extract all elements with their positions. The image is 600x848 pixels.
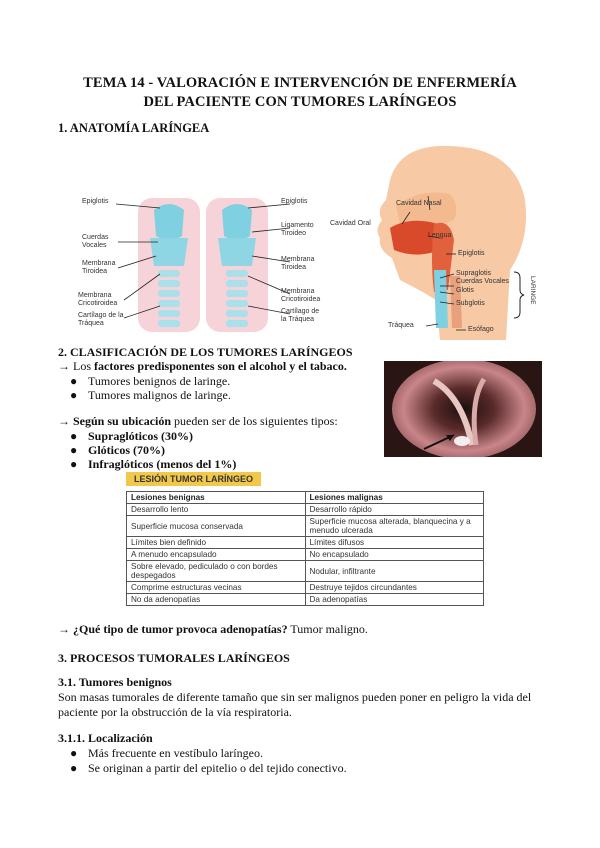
list-item-label: Tumores malignos de laringe. [88, 388, 231, 402]
label-cavidad-nasal: Cavidad Nasal [396, 200, 442, 207]
list-item-label: Más frecuente en vestíbulo laríngeo. [88, 746, 263, 760]
bullet-icon: ● [70, 388, 78, 402]
table-row [127, 537, 484, 549]
label-traquea: Tráquea [388, 322, 414, 329]
table-cell: Límites bien definido [127, 537, 306, 549]
table-cell: No da adenopatías [127, 594, 306, 606]
label-cuerdas-vocales: Cuerdas Vocales [82, 234, 109, 249]
endoscopy-image [384, 361, 542, 457]
table-cell: Destruye tejidos circundantes [305, 582, 484, 594]
label-epiglotis-back: Epiglotis [281, 198, 308, 205]
table-cell: Desarrollo lento [127, 504, 306, 516]
table-header-row [127, 492, 484, 504]
list-item-label: Infraglóticos (menos del 1%) [88, 457, 237, 471]
label-lengua: Lengua [428, 232, 452, 239]
factors-list [70, 374, 231, 402]
label-epiglotis-head: Epiglotis [458, 250, 485, 257]
list-item [70, 746, 347, 761]
label-epiglotis-front: Epiglotis [82, 198, 109, 205]
column-header: Lesiones benignas [127, 492, 306, 504]
subsection-3-1-heading: 3.1. Tumores benignos [58, 675, 172, 689]
list-item [70, 388, 231, 402]
list-item [70, 374, 231, 388]
label-glotis: Glotis [456, 287, 474, 294]
list-item-label: Tumores benignos de laringe. [88, 374, 231, 388]
list-item [70, 429, 236, 443]
table-row [127, 549, 484, 561]
localization-list [70, 746, 347, 776]
label-laringe: LARINGE [529, 276, 536, 305]
label-cavidad-oral: Cavidad Oral [330, 220, 371, 227]
list-item [70, 443, 236, 457]
label-esofago: Esófago [468, 326, 494, 333]
table-row [127, 582, 484, 594]
subsection-3-1-text: Son masas tumorales de diferente tamaño que sin ser malignos pueden poner en peligro la vida del paciente por la obstrucción de la vía respiratoria. [58, 690, 532, 719]
question-bold: ¿Qué tipo de tumor provoca adenopatías? [73, 622, 288, 636]
table-cell: Comprime estructuras vecinas [127, 582, 306, 594]
location-rest: pueden ser de los siguientes tipos: [171, 414, 338, 428]
label-membrana-cricotiroidea-front: Membrana Cricotiroidea [78, 292, 118, 307]
label-subglotis: Subglotis [456, 300, 485, 307]
list-item [70, 457, 236, 471]
adenopathy-question [58, 622, 368, 637]
table-cell: Límites difusos [305, 537, 484, 549]
label-cartilago-traquea-front: Cartílago de la Tráquea [78, 312, 124, 327]
title-line-1: TEMA 14 - VALORACIÓN E INTERVENCIÓN DE ENFERMERÍA [83, 75, 517, 91]
label-ligamento-tiroideo: Ligamento Tiroideo [281, 222, 314, 237]
head-illustration [330, 140, 540, 340]
larynx-figure [78, 196, 326, 336]
bullet-icon: ● [70, 761, 78, 775]
lesion-table-banner: LESIÓN TUMOR LARÍNGEO [126, 472, 261, 486]
label-membrana-tiroidea-back: Membrana Tiroidea [281, 256, 315, 271]
list-item-label: Supraglóticos (30%) [88, 429, 193, 443]
table-cell: Superficie mucosa alterada, blanquecina y a menudo ulcerada [305, 516, 484, 537]
table-cell: Sobre elevado, pediculado o con bordes despegados [127, 561, 306, 582]
label-membrana-tiroidea-front: Membrana Tiroidea [82, 260, 116, 275]
label-cartilago-traquea-back: Cartílago de la Tráquea [281, 308, 320, 323]
table-cell: Nodular, infiltrante [305, 561, 484, 582]
table-cell: Superficie mucosa conservada [127, 516, 306, 537]
bullet-icon: ● [70, 443, 78, 457]
table-cell: A menudo encapsulado [127, 549, 306, 561]
label-cuerdas-vocales-head: Cuerdas Vocales [456, 278, 509, 285]
laryngoscopy-photo [384, 361, 542, 457]
bullet-icon: ● [70, 374, 78, 388]
table-cell: Desarrollo rápido [305, 504, 484, 516]
question-answer: Tumor maligno. [287, 622, 368, 636]
list-item [70, 761, 347, 776]
question-arrow: → [58, 622, 73, 636]
table-row [127, 594, 484, 606]
head-section-figure [330, 140, 540, 340]
section-1-heading: 1. ANATOMÍA LARÍNGEA [58, 121, 210, 135]
location-arrow: → [58, 414, 73, 428]
subsection-3-1-1-heading: 3.1.1. Localización [58, 731, 153, 745]
factors-line [58, 359, 347, 374]
bullet-icon: ● [70, 429, 78, 443]
list-item-label: Se originan a partir del epitelio o del tejido conectivo. [88, 761, 347, 775]
page-title [0, 74, 600, 112]
label-membrana-cricotiroidea-back: Membrana Cricotiroidea [281, 288, 321, 303]
title-line-2: DEL PACIENTE CON TUMORES LARÍNGEOS [143, 94, 457, 110]
table-row [127, 504, 484, 516]
bullet-icon: ● [70, 457, 78, 471]
table-row [127, 561, 484, 582]
factors-arrow: → Los [58, 359, 94, 373]
location-line [58, 414, 338, 429]
lesion-table [126, 491, 484, 606]
label-supraglotis: Supraglotis [456, 270, 492, 277]
table-cell: No encapsulado [305, 549, 484, 561]
column-header: Lesiones malignas [305, 492, 484, 504]
bullet-icon: ● [70, 746, 78, 760]
location-bold: Según su ubicación [73, 414, 172, 428]
section-3-heading: 3. PROCESOS TUMORALES LARÍNGEOS [58, 651, 290, 665]
location-list [70, 429, 236, 471]
factors-bold: factores predisponentes son el alcohol y el tabaco. [94, 359, 347, 373]
table-row [127, 516, 484, 537]
section-2-heading: 2. CLASIFICACIÓN DE LOS TUMORES LARÍNGEOS [58, 345, 353, 359]
table-cell: Da adenopatías [305, 594, 484, 606]
list-item-label: Glóticos (70%) [88, 443, 165, 457]
